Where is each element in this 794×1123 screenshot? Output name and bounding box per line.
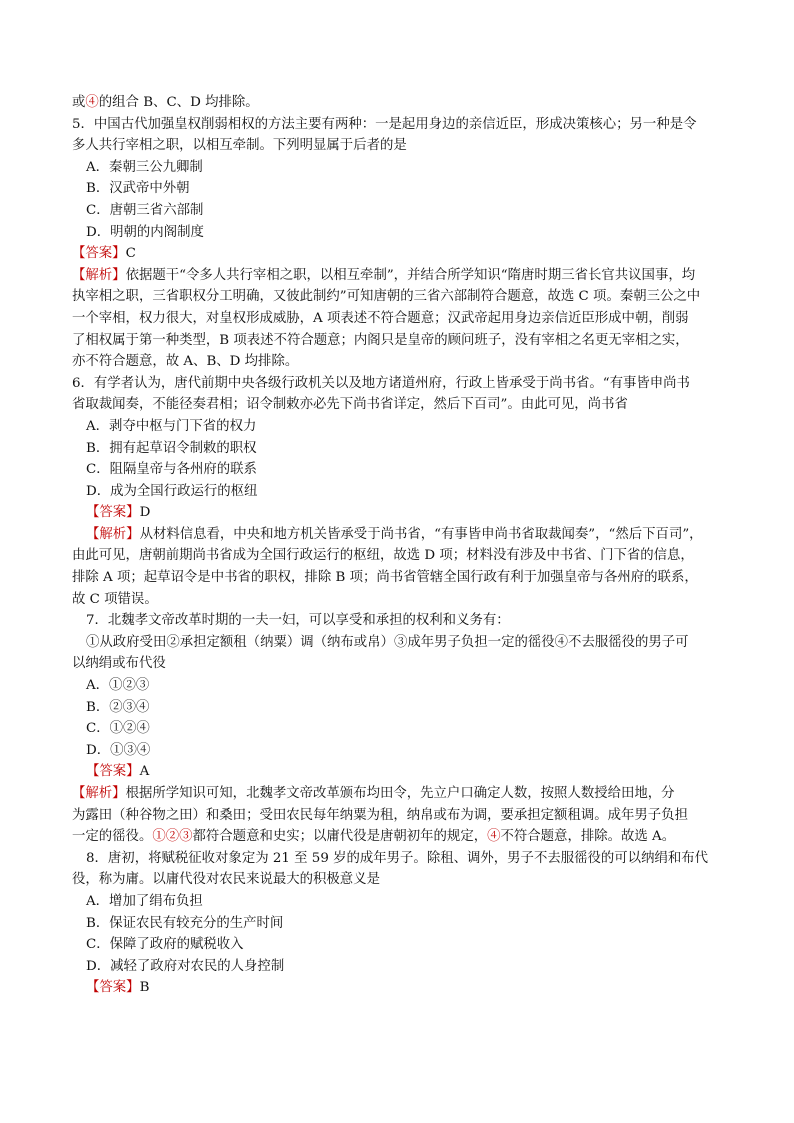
text-line — [72, 589, 718, 611]
body-text: D — [139, 505, 151, 521]
body-text: C．阻隔皇帝与各州府的联系 — [86, 462, 257, 478]
body-text: 8．唐初，将赋税征收对象定为 21 至 59 岁的成年男子。除租、调外，男子不去服徭役的可以纳绢和布代 — [86, 850, 709, 866]
body-text: B．汉武帝中外朝 — [86, 181, 190, 197]
highlight-text: 【答案】 — [72, 246, 126, 262]
highlight-text: 【解析】 — [86, 526, 140, 542]
text-line — [72, 697, 718, 719]
text-line — [72, 826, 718, 848]
text-line — [72, 459, 718, 481]
body-text: 7．北魏孝文帝改革时期的一夫一妇，可以享受和承担的权利和义务有： — [86, 613, 510, 629]
text-line — [72, 481, 718, 503]
body-text: 都符合题意和史实；以庸代役是唐朝初年的规定， — [192, 829, 488, 845]
text-line — [72, 438, 718, 460]
text-line — [72, 200, 718, 222]
body-text: 了相权属于第一种类型，B 项表述不符合题意；内阁只是皇帝的顾问班子，没有宰相之名更无宰相之实， — [72, 332, 689, 348]
body-text: B．保证农民有较充分的生产时间 — [86, 915, 284, 931]
text-line — [72, 351, 718, 373]
body-text: 的组合 B、C、D 均排除。 — [98, 95, 259, 110]
body-text: A．①②③ — [86, 678, 150, 694]
body-text: C．唐朝三省六部制 — [86, 202, 204, 218]
text-line — [72, 524, 718, 546]
body-text: 6．有学者认为，唐代前期中央各级行政机关以及地方诸道州府，行政上皆承受于尚书省。“有事皆申尚书 — [72, 375, 690, 391]
text-line — [72, 805, 718, 827]
highlight-text: 【答案】 — [86, 764, 140, 780]
highlight-text: 【答案】 — [86, 505, 140, 521]
text-line — [72, 718, 718, 740]
body-text: B．②③④ — [86, 699, 150, 715]
text-line — [72, 891, 718, 913]
highlight-text: ④ — [85, 95, 99, 110]
text-line — [72, 308, 718, 330]
text-line — [72, 330, 718, 352]
highlight-text: 【解析】 — [72, 267, 126, 283]
body-text: A．秦朝三公九卿制 — [86, 159, 203, 175]
body-text: 5．中国古代加强皇权削弱相权的方法主要有两种：一是起用身边的亲信近臣，形成决策核心；另一种是令 — [72, 116, 697, 132]
text-line — [72, 783, 718, 805]
body-text: 亦不符合题意，故 A、B、D 均排除。 — [72, 354, 299, 370]
body-text: B — [139, 980, 150, 996]
text-line — [72, 934, 718, 956]
body-text: A — [139, 764, 150, 780]
body-text: 或 — [72, 95, 86, 110]
body-text: 为露田（种谷物之田）和桑田；受田农民每年纳粟为租，纳帛或布为调，要承担定额租调。成年男子负担 — [72, 807, 688, 823]
body-text: 以纳绢或布代役 — [72, 656, 166, 672]
body-text: 多人共行宰相之职，以相互牵制。下列明显属于后者的是 — [72, 138, 407, 154]
body-text: A．剥夺中枢与门下省的权力 — [86, 418, 257, 434]
body-text: 不符合题意，排除。故选 A。 — [500, 829, 676, 845]
text-line — [72, 92, 718, 114]
body-text: 依据题干“令多人共行宰相之职，以相互牵制”，并结合所学知识“隋唐时期三省长官共议国事，均 — [125, 267, 696, 283]
body-text: B．拥有起草诏令制敕的职权 — [86, 440, 257, 456]
text-line — [72, 956, 718, 978]
highlight-text: 【解析】 — [72, 786, 126, 801]
body-text: A．增加了绢布负担 — [86, 893, 203, 909]
body-text: 一个宰相，权力很大，对皇权形成威胁，A 项表述不符合题意；汉武帝起用身边亲信近臣形成中朝，削弱 — [72, 310, 689, 326]
exam-page — [72, 92, 718, 999]
body-text: D．成为全国行政运行的枢纽 — [86, 483, 258, 499]
text-line — [72, 373, 718, 395]
body-text: 役，称为庸。以庸代役对农民来说最大的积极意义是 — [72, 872, 380, 888]
text-line — [72, 610, 718, 632]
text-line — [72, 977, 718, 999]
body-text: 由此可见，唐朝前期尚书省成为全国行政运行的枢纽，故选 D 项；材料没有涉及中书省、门下省的信息， — [72, 548, 694, 564]
text-line — [72, 502, 718, 524]
body-text: 根据所学知识可知，北魏孝文帝改革颁布均田令，先立户口确定人数，按照人数授给田地，分 — [125, 786, 675, 801]
text-line — [72, 913, 718, 935]
body-text: 一定的徭役。 — [72, 829, 153, 845]
text-line — [72, 416, 718, 438]
text-line — [72, 243, 718, 265]
text-line — [72, 675, 718, 697]
highlight-text: 【答案】 — [86, 980, 140, 996]
text-line — [72, 653, 718, 675]
highlight-text: ①②③ — [152, 829, 193, 845]
text-line — [72, 222, 718, 244]
text-line — [72, 632, 718, 654]
text-line — [72, 869, 718, 891]
body-text: 排除 A 项；起草诏令是中书省的职权，排除 B 项；尚书省管辖全国行政有利于加强皇帝与各州府的联系， — [72, 570, 698, 586]
highlight-text: ④ — [487, 829, 501, 845]
body-text: D．减轻了政府对农民的人身控制 — [86, 958, 285, 974]
text-line — [72, 740, 718, 762]
body-text: 从材料信息看，中央和地方机关皆承受于尚书省，“有事皆申尚书省取裁闻奏”，“然后下百司”， — [139, 526, 703, 542]
text-line — [72, 135, 718, 157]
text-line — [72, 848, 718, 870]
text-line — [72, 265, 718, 287]
body-text: C．保障了政府的赋税收入 — [86, 937, 244, 953]
text-line — [72, 114, 718, 136]
body-text: D．①③④ — [86, 742, 151, 758]
text-line — [72, 178, 718, 200]
body-text: 执宰相之职，三省职权分工明确，又彼此制约”可知唐朝的三省六部制符合题意，故选 C 项。秦朝三公之中 — [72, 289, 701, 305]
text-line — [72, 761, 718, 783]
body-text: 故 C 项错误。 — [72, 591, 158, 607]
text-line — [72, 157, 718, 179]
body-text: ①从政府受田②承担定额租（纳粟）调（纳布或帛）③成年男子负担一定的徭役④不去服徭役的男子可 — [86, 634, 689, 650]
text-line — [72, 394, 718, 416]
text-line — [72, 567, 718, 589]
body-text: D．明朝的内阁制度 — [86, 224, 204, 240]
text-line — [72, 545, 718, 567]
body-text: C — [125, 246, 136, 262]
text-line — [72, 286, 718, 308]
body-text: 省取裁闻奏，不能径奏君相；诏令制敕亦必先下尚书省详定，然后下百司”。由此可见，尚书省 — [72, 397, 628, 413]
body-text: C．①②④ — [86, 721, 150, 737]
